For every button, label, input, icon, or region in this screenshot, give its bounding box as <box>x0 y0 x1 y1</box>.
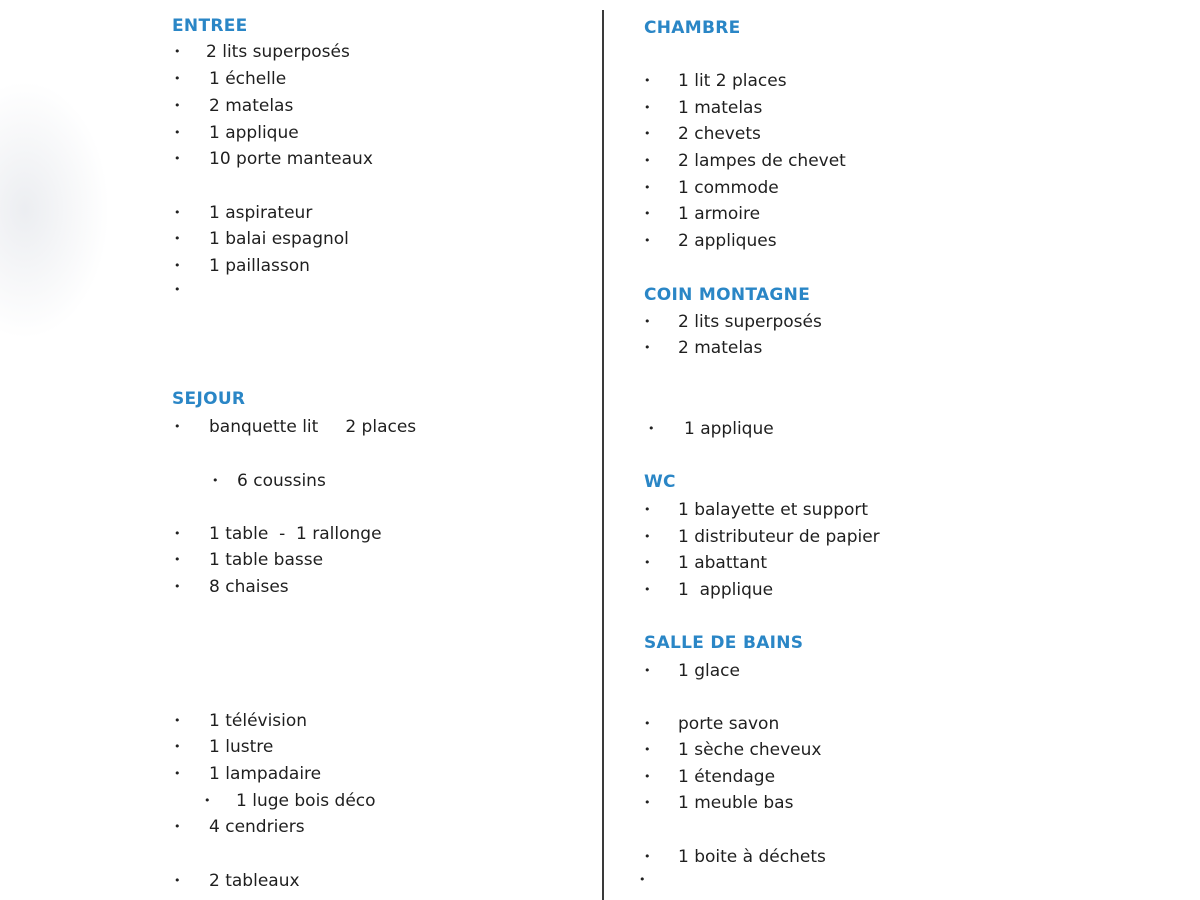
list-item: 2 tableaux <box>209 871 300 891</box>
heading-salle-de-bains: SALLE DE BAINS <box>644 633 804 653</box>
bullet: • <box>644 207 651 220</box>
column-divider <box>602 10 604 900</box>
bullet: • <box>644 341 651 354</box>
bullet: • <box>174 72 181 85</box>
bullet: • <box>174 45 181 58</box>
bullet: • <box>174 820 181 833</box>
list-item: 1 commode <box>678 178 779 198</box>
bullet: • <box>174 126 181 139</box>
empty-bullet: • <box>639 873 646 886</box>
list-item: porte savon <box>678 714 780 734</box>
list-item: 1 applique <box>684 419 774 439</box>
list-item: 1 luge bois déco <box>236 791 376 811</box>
bullet: • <box>174 767 181 780</box>
bullet: • <box>644 583 651 596</box>
bullet: • <box>644 770 651 783</box>
list-item: 1 matelas <box>678 98 763 118</box>
bullet: • <box>174 232 181 245</box>
bullet: • <box>174 580 181 593</box>
empty-bullet: • <box>174 283 181 296</box>
list-item: 1 lustre <box>209 737 274 757</box>
bullet: • <box>644 181 651 194</box>
heading-entree: ENTREE <box>172 16 248 36</box>
sub-bullet: • <box>212 474 219 487</box>
list-item: 1 abattant <box>678 553 768 573</box>
list-item: 1 applique <box>678 580 774 600</box>
heading-wc: WC <box>644 472 676 492</box>
bullet: • <box>644 127 651 140</box>
bullet: • <box>644 717 651 730</box>
heading-chambre: CHAMBRE <box>644 18 741 38</box>
bullet: • <box>644 315 651 328</box>
list-item: 1 table - 1 rallonge <box>209 524 382 544</box>
bullet: • <box>644 234 651 247</box>
list-item: 1 sèche cheveux <box>678 740 822 760</box>
list-item: 2 appliques <box>678 231 777 251</box>
bullet: • <box>174 740 181 753</box>
list-item: 2 chevets <box>678 124 761 144</box>
heading-sejour: SEJOUR <box>172 389 246 409</box>
list-item: 1 boite à déchets <box>678 847 826 867</box>
list-item: 1 table basse <box>209 550 324 570</box>
list-item: 2 lits superposés <box>678 312 822 332</box>
list-item: 2 lits superposés <box>206 42 350 62</box>
scan-shadow <box>0 80 110 340</box>
bullet: • <box>644 556 651 569</box>
list-item: 4 cendriers <box>209 817 305 837</box>
list-item: 1 armoire <box>678 204 761 224</box>
list-item: 10 porte manteaux <box>209 149 373 169</box>
bullet: • <box>174 874 181 887</box>
bullet: • <box>174 714 181 727</box>
list-item: 8 chaises <box>209 577 289 597</box>
list-item: 1 meuble bas <box>678 793 794 813</box>
bullet: • <box>644 530 651 543</box>
bullet: • <box>174 206 181 219</box>
bullet: • <box>174 553 181 566</box>
bullet: • <box>644 154 651 167</box>
bullet: • <box>644 743 651 756</box>
bullet: • <box>644 74 651 87</box>
bullet: • <box>174 152 181 165</box>
bullet: • <box>648 422 655 435</box>
list-item: 6 coussins <box>237 471 326 491</box>
list-item: 1 lit 2 places <box>678 71 787 91</box>
list-item: 1 lampadaire <box>209 764 322 784</box>
list-item: 2 lampes de chevet <box>678 151 846 171</box>
bullet: • <box>174 99 181 112</box>
bullet: • <box>644 101 651 114</box>
bullet: • <box>174 259 181 272</box>
bullet: • <box>174 527 181 540</box>
list-item: 1 glace <box>678 661 740 681</box>
list-item: 1 balai espagnol <box>209 229 349 249</box>
sub-bullet: • <box>204 794 211 807</box>
list-item: 1 balayette et support <box>678 500 869 520</box>
list-item: 2 matelas <box>209 96 294 116</box>
bullet: • <box>174 420 181 433</box>
list-item: banquette lit 2 places <box>209 417 417 437</box>
bullet: • <box>644 503 651 516</box>
list-item: 1 paillasson <box>209 256 310 276</box>
list-item: 1 étendage <box>678 767 776 787</box>
list-item: 1 applique <box>209 123 299 143</box>
heading-coin-montagne: COIN MONTAGNE <box>644 285 811 305</box>
bullet: • <box>644 664 651 677</box>
list-item: 1 télévision <box>209 711 308 731</box>
bullet: • <box>644 850 651 863</box>
list-item: 1 distributeur de papier <box>678 527 880 547</box>
list-item: 2 matelas <box>678 338 763 358</box>
list-item: 1 aspirateur <box>209 203 313 223</box>
list-item: 1 échelle <box>209 69 287 89</box>
bullet: • <box>644 796 651 809</box>
